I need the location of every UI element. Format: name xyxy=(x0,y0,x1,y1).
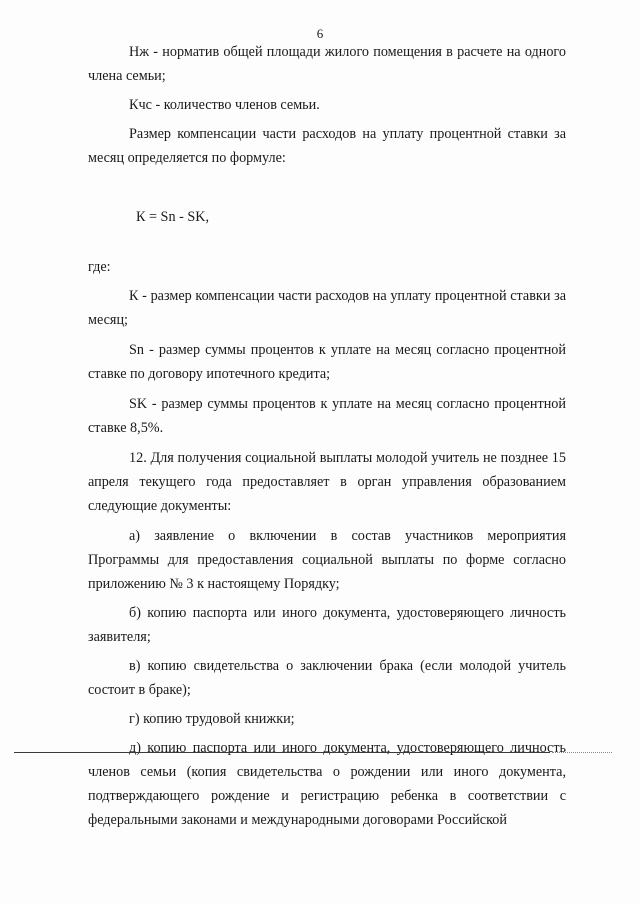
list-item-d: д) копию паспорта или иного документа, удостоверяющего личность членов семьи (копия свидетельства о рождении или иного документа, подтверждающего рождение и регистрацию ребенка в соответствии с федеральными законами и международными договорами Российской xyxy=(88,740,566,828)
list-item-b: б) копию паспорта или иного документа, удостоверяющего личность заявителя; xyxy=(88,605,566,645)
paragraph-where: где: xyxy=(88,259,111,275)
paragraph-nzh-definition: Нж - норматив общей площади жилого помещения в расчете на одного члена семьи; xyxy=(88,44,566,84)
compensation-formula: К = Sn - SK, xyxy=(136,209,210,225)
list-item-a: а) заявление о включении в состав участников мероприятия Программы для предоставления социальной выплаты по форме согласно приложению № 3 к настоящему Порядку; xyxy=(88,528,566,592)
list-item-g: г) копию трудовой книжки; xyxy=(129,711,295,727)
paragraph-kchs-definition: Кчс - количество членов семьи. xyxy=(129,97,320,113)
paragraph-sk-definition: SK - размер суммы процентов к уплате на месяц согласно процентной ставке 8,5%. xyxy=(88,396,566,436)
page-number: 6 xyxy=(316,26,324,41)
paragraph-item-12: 12. Для получения социальной выплаты молодой учитель не позднее 15 апреля текущего года предоставляет в орган управления образованием следующие документы: xyxy=(88,450,566,514)
paragraph-compensation-intro: Размер компенсации части расходов на уплату процентной ставки за месяц определяется по формуле: xyxy=(88,126,566,166)
paragraph-sn-definition: Sn - размер суммы процентов к уплате на месяц согласно процентной ставке по договору ипотечного кредита; xyxy=(88,342,566,382)
list-item-v: в) копию свидетельства о заключении брака (если молодой учитель состоит в браке); xyxy=(88,658,566,698)
scan-edge-line-dotted xyxy=(552,752,612,753)
document-body xyxy=(88,40,566,832)
paragraph-k-definition: К - размер компенсации части расходов на уплату процентной ставки за месяц; xyxy=(88,288,566,328)
scan-edge-line xyxy=(14,752,550,753)
